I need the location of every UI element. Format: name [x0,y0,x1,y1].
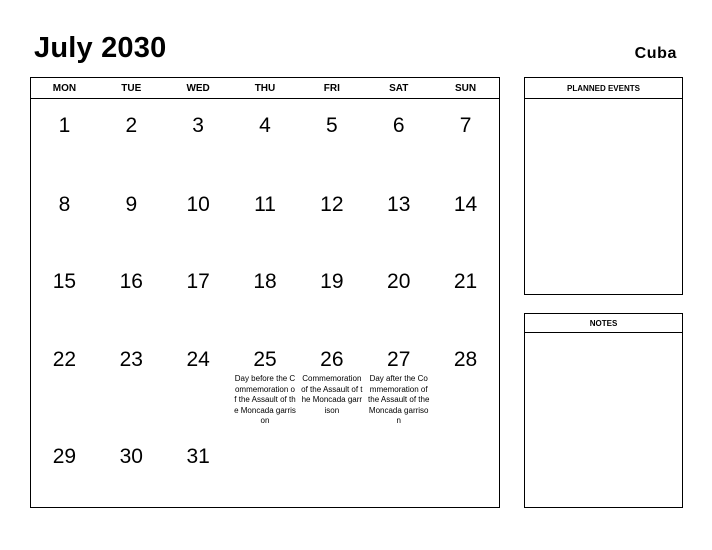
day-cell [232,193,299,217]
day-number: 23 [119,348,143,371]
day-number: 8 [58,193,71,216]
day-number: 4 [259,114,271,137]
day-cell [432,348,499,372]
planned-events-panel [524,77,683,295]
day-cell [31,193,98,217]
day-number: 7 [459,114,472,137]
day-number: 19 [320,270,344,293]
day-number: 27 [387,348,411,371]
day-number: 6 [392,114,405,137]
notes-heading: NOTES [525,314,682,333]
weekday-tue: TUE [121,83,142,94]
day-number: 11 [254,193,276,216]
day-cell [365,193,432,217]
weekday-sun: SUN [454,83,477,94]
day-number: 22 [52,348,77,371]
day-cell [432,193,499,217]
day-cell [298,270,365,294]
day-cell [31,270,98,294]
day-number: 1 [58,114,71,137]
day-number: 29 [52,445,77,468]
day-cell [165,193,232,217]
day-cell [298,114,365,138]
planned-events-heading: PLANNED EVENTS [525,78,682,99]
day-number: 24 [186,348,210,371]
day-cell [298,348,365,416]
day-number: 21 [453,270,478,293]
day-cell [298,193,365,217]
day-cell [365,114,432,138]
day-number: 16 [119,270,143,293]
weekday-header-row [31,78,499,99]
weekday-thu: THU [254,83,276,94]
day-cell [432,114,499,138]
day-number: 14 [453,193,478,216]
country-label: Cuba [634,45,677,62]
day-cell [432,270,499,294]
day-number: 15 [52,270,77,293]
day-number: 17 [186,270,210,293]
day-number: 30 [119,445,143,468]
day-number: 25 [253,348,277,371]
day-cell [98,193,165,217]
weekday-sat: SAT [389,83,409,94]
day-number: 18 [253,270,277,293]
day-cell [31,348,98,372]
day-number: 12 [320,193,344,216]
day-cell [98,348,165,372]
day-cell [232,348,299,427]
day-cell [165,348,232,372]
day-number: 9 [125,193,138,216]
day-cell [365,270,432,294]
day-number: 2 [125,114,138,137]
day-cell [165,445,232,469]
calendar-grid [30,77,500,508]
day-cell [232,270,299,294]
day-cell [31,445,98,469]
weekday-mon: MON [52,83,77,94]
day-cell [165,114,232,138]
weekday-fri: FRI [323,83,340,94]
day-number: 10 [186,193,210,216]
day-cell [232,114,299,138]
day-number: 5 [326,114,338,137]
page-title: July 2030 [34,32,167,64]
weekday-wed: WED [186,83,210,94]
day-number: 26 [320,348,344,371]
day-number: 3 [192,114,204,137]
day-number: 28 [453,348,478,371]
day-number: 31 [186,445,210,468]
day-number: 20 [387,270,411,293]
day-cell [98,270,165,294]
holiday-label: Day before the Commemoration of the Assault of the Moncada garrison [234,374,296,425]
day-cell [98,445,165,469]
day-cell [165,270,232,294]
day-number: 13 [387,193,411,216]
day-cell [98,114,165,138]
day-cell [31,114,98,138]
holiday-label: Commemoration of the Assault of the Moncada garrison [301,374,363,415]
notes-panel [524,313,683,508]
holiday-label: Day after the Commemoration of the Assault of the Moncada garrison [368,374,430,425]
day-cell [365,348,432,427]
